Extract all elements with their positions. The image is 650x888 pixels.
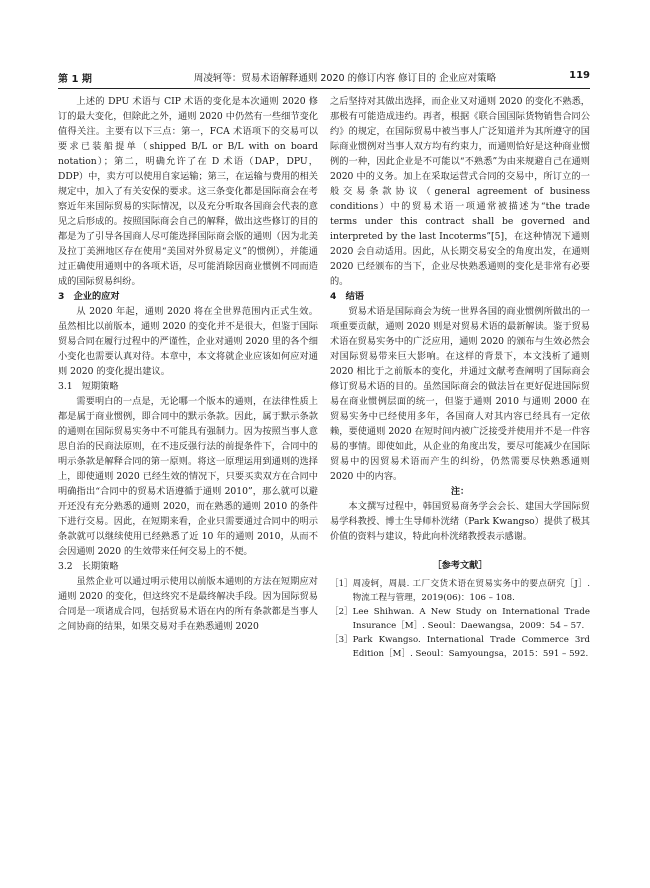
paragraph-section3-intro: 从 2020 年起，通则 2020 将在全世界范围内正式生效。虽然相比以前版本，通则 2020 的变化并不是很大，但鉴于国际贸易合同在履行过程中的严谨性，企业对通则 2020 里的各个细小变化也需要认真对待。本章中，本文将就企业应该如何应对通则 2020 的变化提出建议。 — [58, 306, 318, 377]
reference-item — [330, 577, 590, 605]
subsection-heading-long-term: 3.2 长期策略 — [58, 561, 119, 572]
right-column — [330, 94, 590, 661]
page-number: 119 — [569, 70, 590, 81]
paragraph-short-term: 需要明白的一点是，无论哪一个版本的通则，在法律性质上都是属于商业惯例，即合同中的默示条款。因此，属于默示条款的通则在国际贸易实务中不可能具有强制力。因为按照当事人意思自治的民商法原则，在不违反强行法的前提条件下，合同中的明示条款是解释合同的第一原则。将这一原理运用到通则的选择上，即使通则 2020 已经生效的情况下，只要买卖双方在合同中明确指出“合同中的贸易术语遵循于通则 2010”，那么就可以避开还没有充分熟悉的通则 2020，而在熟悉的通则 2010 的条件下进行交易。因此，在短期来看，企业只需要通过合同中的明示条款就可以继续使用已经熟悉了近 10 年的通则 2010，从而不会因通则 2020 的生效带来任何交易上的不便。 — [58, 396, 318, 557]
reference-item — [330, 605, 590, 633]
paragraph-long-term: 虽然企业可以通过明示使用以前版本通则的方法在短期应对通则 2020 的变化，但这终究不是最终解决手段。因为国际贸易合同是一项诸成合同，包括贸易术语在内的所有条款都是当事人之间协商的结果，如果交易对手在熟悉通则 2020 — [58, 576, 318, 632]
section-heading-enterprise-response: 3 企业的应对 — [58, 291, 120, 302]
paragraph-acknowledgement: 本文撰写过程中，韩国贸易商务学会会长、建国大学国际贸易学科教授、博士生导师朴洸绪（Park Kwangso）提供了极其价值的资料与建议，特此向朴洸绪教授表示感谢。 — [330, 501, 590, 542]
reference-number: ［3］ — [330, 635, 353, 645]
note-title: 注： — [450, 486, 470, 497]
paragraph-long-term-continued: 之后坚持对其做出选择，而企业又对通则 2020 的变化不熟悉，那极有可能造成违约。再者，根据《联合国国际货物销售合同公约》的规定，在国际贸易中被当事人广泛知道并为其所遵守的国际商业惯例对当事人双方均有约束力，而通则恰好是这种商业惯例的一种，因此企业是不可能以“不熟悉”为由来规避自己在通则 2020 中的义务。加上在采取运营式合同的交易中，所订立的一般交易条款协议（general agreement of business conditions）中的贸易术语一项通常被描述为“the trade terms under this contract shall be governed and interpreted by the last Incoterms”[5]，在这种情况下通则 2020 会自动适用。因此，从长期交易安全的角度出发，在通则 2020 已经颁布的当下，企业尽快熟悉通则的变化是非常有必要的。 — [330, 96, 590, 287]
reference-item — [330, 633, 590, 661]
section-heading-conclusion: 4 结语 — [330, 291, 364, 302]
reference-text: Park Kwangso. International Trade Commerce 3rd Edition［M］. Seoul：Samyoungsa，2015：591 – 592. — [352, 635, 590, 659]
references-heading: ［参考文献］ — [432, 560, 488, 571]
issue-label: 第 1 期 — [58, 74, 92, 85]
subsection-heading-short-term: 3.1 短期策略 — [58, 381, 119, 392]
left-column — [58, 94, 318, 634]
reference-number: ［1］ — [330, 579, 353, 589]
paragraph-conclusion: 贸易术语是国际商会为统一世界各国的商业惯例所做出的一项重要贡献，通则 2020 则是对贸易术语的最新解读。鉴于贸易术语在贸易实务中的广泛应用，通则 2020 的颁布与生效必然会对国际贸易带来巨大影响。在这样的背景下，本文浅析了通则 2020 相比于之前版本的变化，并通过文献考查阐明了国际商会修订贸易术语的目的。虽然国际商会的做法旨在更好促进国际贸易在商业惯例层面的统一，但鉴于通则 2010 与通则 2000 在贸易实务中已经使用多年，各国商人对其内容已经具有一定依赖，要使通则 2020 在短时间内被广泛接受并使用并不是一件容易的事情。即使如此，从企业的角度出发，要尽可能减少在国际贸易中的因贸易术语而产生的纠纷，仍然需要尽快熟悉通则 2020 中的内容。 — [330, 306, 590, 482]
reference-text: Lee Shihwan. A New Study on International Trade Insurance［M］. Seoul：Daewangsa，2009：54 – 57. — [352, 607, 590, 631]
page-header — [58, 66, 590, 89]
reference-number: ［2］ — [330, 607, 353, 617]
paragraph-dpu-cip-changes: 上述的 DPU 术语与 CIP 术语的变化是本次通则 2020 修订的最大变化，但除此之外，通则 2020 中仍然有一些细节变化值得关注。主要有以下三点：第一，FCA 术语项下的交易可以要求已装船提单（shipped B/L or B/L with on board notation）；第二，明确允许了在 D 术语（DAP，DPU，DDP）中，卖方可以使用自家运输；第三，在运输与费用的相关规定中，加入了有关安保的要求。这三条变化都是国际商会在考察近年来国际贸易的实际情况，以及充分听取各国商会代表的意见之后形成的。按照国际商会自己的解释，做出这些修订的目的都是为了引导各国商人尽可能选择国际商会版的通则（因为北美及拉丁美洲地区存在使用“美国对外贸易定义”的惯例），并能通过正确使用通则中的各项术语，尽可能消除因商业惯例不同而造成的国际贸易纠纷。 — [58, 96, 318, 287]
running-title: 周凌轲等：贸易术语解释通则 2020 的修订内容 修订目的 企业应对策略 — [193, 73, 497, 84]
reference-text: 周凌轲，周晨. 工厂交货术语在贸易实务中的要点研究［J］. 物流工程与管理，2019(06)：106 – 108. — [352, 579, 590, 603]
